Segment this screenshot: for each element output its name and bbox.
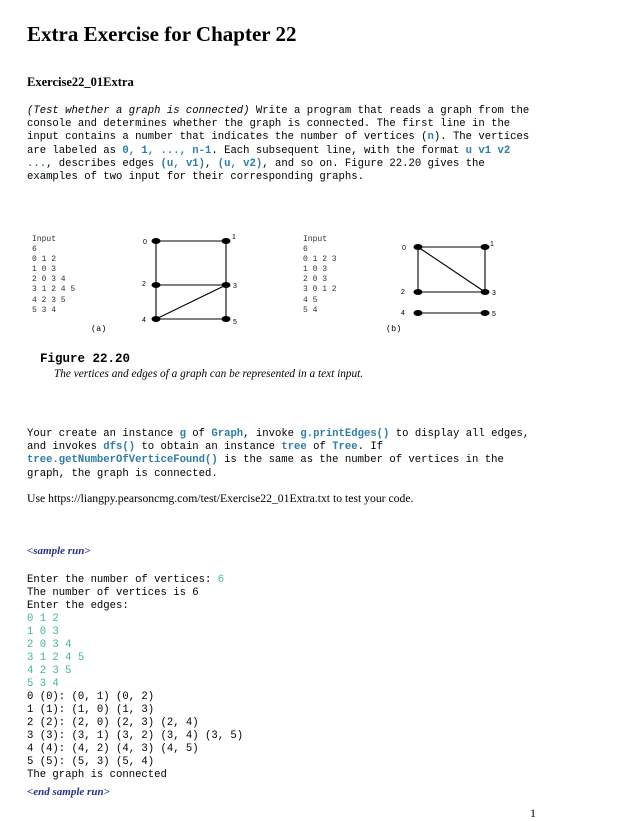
code-g: g xyxy=(179,428,186,440)
input-b-line: 1 0 3 xyxy=(303,265,328,275)
vertex-0 xyxy=(414,244,423,250)
input-b-line: 4 5 xyxy=(303,295,318,305)
vertex-5 xyxy=(222,316,231,322)
figure-a-label: (a) xyxy=(91,324,107,334)
code-tree-class: Tree xyxy=(332,441,358,454)
code-labels: 0, 1, ..., n-1 xyxy=(122,144,212,157)
text-fragment: of xyxy=(306,441,333,454)
description-paragraph xyxy=(27,105,537,184)
code-tree: tree xyxy=(281,441,307,454)
code-get-number: tree.getNumberOfVerticeFound() xyxy=(27,454,218,467)
text-fragment: ). The vertices are labeled as xyxy=(27,131,530,157)
input-a-line: 2 0 3 4 xyxy=(32,275,66,285)
instructions-paragraph xyxy=(27,428,547,481)
text-fragment: , and so on. Figure 22.20 gives the examples of two input for their corresponding graphs. xyxy=(27,157,485,184)
user-input-edge-line: 4 2 3 5 xyxy=(27,665,72,677)
vertex-label-5: 5 xyxy=(233,319,237,326)
figure-description: The vertices and edges of a graph can be represented in a text input. xyxy=(54,368,364,380)
vertex-2 xyxy=(414,289,423,295)
input-a-header: Input xyxy=(32,235,57,244)
input-b-line: 0 1 2 3 xyxy=(303,255,337,265)
input-b-box xyxy=(303,235,337,316)
input-b-header: Input xyxy=(303,235,328,244)
vertex-0 xyxy=(152,238,161,244)
result-line: The graph is connected xyxy=(27,769,167,781)
sample-run-end: <end sample run> xyxy=(27,786,110,798)
output-edge-line: 0 (0): (0, 1) (0, 2) xyxy=(27,691,155,703)
prompt-vertices: Enter the number of vertices: xyxy=(27,574,218,586)
output-edge-line: 5 (5): (5, 3) (5, 4) xyxy=(27,756,155,768)
run-line: Enter the edges: xyxy=(27,600,129,612)
code-edge2: (u, v2) xyxy=(217,157,263,170)
vertex-label-1: 1 xyxy=(232,234,236,241)
user-input-vertices: 6 xyxy=(217,574,225,586)
graph-a xyxy=(130,228,250,328)
vertex-4 xyxy=(152,316,161,322)
vertex-1 xyxy=(222,238,231,244)
vertex-3 xyxy=(222,282,231,288)
vertex-label-2: 2 xyxy=(142,281,146,288)
input-b-line: 2 0 3 xyxy=(303,275,328,285)
text-fragment: . Each subsequent line, with the format xyxy=(211,144,466,157)
vertex-label-5: 5 xyxy=(492,311,496,318)
vertex-label-1: 1 xyxy=(490,241,494,248)
text-fragment: , xyxy=(205,157,218,170)
code-n: n xyxy=(427,131,434,144)
user-input-edge-line: 2 0 3 4 xyxy=(27,639,72,651)
input-b-line: 6 xyxy=(303,245,308,255)
figure-caption xyxy=(40,352,363,380)
vertex-3 xyxy=(481,289,490,295)
text-fragment: to display all edges, and invokes xyxy=(27,428,530,454)
user-input-edge-line: 0 1 2 xyxy=(27,613,59,625)
code-edge1: (u, v1) xyxy=(160,157,206,170)
exercise-name: Exercise22_01Extra xyxy=(27,75,134,89)
vertex-label-0: 0 xyxy=(402,245,406,252)
input-a-line: 4 2 3 5 xyxy=(32,295,66,305)
input-b-line: 5 4 xyxy=(303,305,318,315)
vertex-label-2: 2 xyxy=(401,289,405,296)
topic-phrase: (Test whether a graph is connected) xyxy=(27,105,250,117)
user-input-edge-line: 5 3 4 xyxy=(27,678,59,690)
input-a-line: 1 0 3 xyxy=(32,265,57,275)
output-edge-line: 1 (1): (1, 0) (1, 3) xyxy=(27,704,155,716)
figure-b-label: (b) xyxy=(386,324,402,334)
vertex-4 xyxy=(414,310,423,316)
text-fragment: . If xyxy=(357,441,384,454)
input-b-line: 3 0 1 2 xyxy=(303,285,337,295)
input-a-box xyxy=(32,235,75,316)
vertex-label-0: 0 xyxy=(143,239,147,246)
run-line: The number of vertices is 6 xyxy=(27,587,199,599)
graph-b xyxy=(390,235,510,325)
input-a-line: 5 3 4 xyxy=(32,305,57,315)
user-input-edge-line: 3 1 2 4 5 xyxy=(27,652,85,664)
code-graph: Graph xyxy=(211,428,244,440)
vertex-5 xyxy=(481,310,490,316)
code-dfs: dfs() xyxy=(103,441,136,454)
edge-3-4 xyxy=(156,285,226,319)
vertex-label-4: 4 xyxy=(142,317,146,324)
vertex-label-3: 3 xyxy=(492,290,496,297)
figure-title: Figure 22.20 xyxy=(40,352,131,366)
code-print-edges: g.printEdges() xyxy=(300,428,390,440)
sample-run-output xyxy=(27,574,243,782)
test-url-paragraph: Use https://liangpy.pearsoncmg.com/test/Exercise22_01Extra.txt to test your code. xyxy=(27,492,414,505)
edge-0-3 xyxy=(418,247,485,292)
vertex-label-3: 3 xyxy=(233,283,237,290)
text-fragment: to obtain an instance xyxy=(135,441,282,454)
sample-run-start: <sample run> xyxy=(27,545,91,557)
user-input-edge-line: 1 0 3 xyxy=(27,626,59,638)
text-fragment: , describes edges xyxy=(46,157,161,170)
vertex-label-4: 4 xyxy=(401,310,405,317)
output-edge-line: 2 (2): (2, 0) (2, 3) (2, 4) xyxy=(27,717,199,729)
run-line xyxy=(27,574,243,587)
text-fragment: of xyxy=(185,428,212,440)
page-number: 1 xyxy=(530,806,536,820)
text-fragment: , invoke xyxy=(243,428,301,440)
output-edge-line: 4 (4): (4, 2) (4, 3) (4, 5) xyxy=(27,743,199,755)
text-fragment: is the same as the number of vertices in the graph, the graph is connected. xyxy=(27,454,504,480)
input-a-line: 6 xyxy=(32,245,37,255)
vertex-1 xyxy=(481,244,490,250)
output-edge-line: 3 (3): (3, 1) (3, 2) (3, 4) (3, 5) xyxy=(27,730,244,742)
input-a-line: 0 1 2 xyxy=(32,255,57,265)
text-fragment: Your create an instance xyxy=(27,428,180,440)
text-fragment: Write a program that reads a graph from the console and determines whether the graph is connected. The first line in the input contains a number that indicates the number of vertices ( xyxy=(27,105,530,144)
page-title: Extra Exercise for Chapter 22 xyxy=(27,22,297,46)
code-format: u v1 v2 ... xyxy=(27,144,511,170)
vertex-2 xyxy=(152,282,161,288)
input-a-line: 3 1 2 4 5 xyxy=(32,285,76,295)
